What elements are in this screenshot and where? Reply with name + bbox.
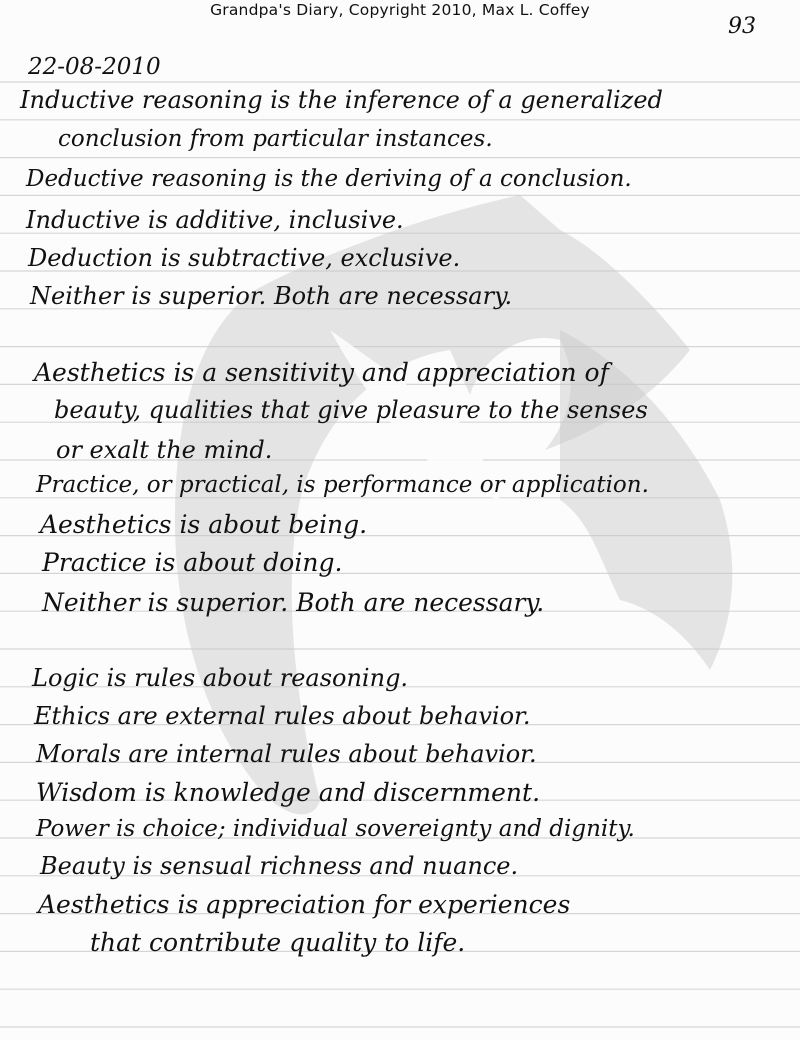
entry-date: 22-08-2010 — [28, 54, 161, 80]
handwritten-line: Logic is rules about reasoning. — [32, 664, 409, 692]
handwritten-line: Deductive reasoning is the deriving of a conclusion. — [26, 166, 632, 192]
handwritten-line: or exalt the mind. — [56, 436, 273, 464]
handwritten-line: Beauty is sensual richness and nuance. — [40, 852, 519, 880]
handwritten-line: that contribute quality to life. — [90, 928, 466, 957]
handwritten-line: beauty, qualities that give pleasure to the senses — [54, 396, 648, 424]
handwritten-line: Practice is about doing. — [42, 548, 343, 577]
page-number: 93 — [728, 14, 756, 39]
handwritten-line: Power is choice; individual sovereignty and dignity. — [36, 816, 635, 842]
handwritten-line: conclusion from particular instances. — [58, 126, 493, 152]
handwritten-line: Wisdom is knowledge and discernment. — [36, 778, 541, 807]
handwritten-line: Ethics are external rules about behavior. — [34, 702, 531, 730]
handwritten-line: Practice, or practical, is performance or application. — [36, 472, 649, 498]
handwritten-line: Deduction is subtractive, exclusive. — [28, 244, 461, 272]
diary-header: Grandpa's Diary, Copyright 2010, Max L. Coffey — [210, 1, 590, 19]
handwritten-line: Neither is superior. Both are necessary. — [30, 282, 513, 310]
handwritten-line: Aesthetics is about being. — [40, 510, 368, 539]
handwritten-line: Inductive reasoning is the inference of a generalized — [20, 86, 663, 114]
handwritten-line: Aesthetics is a sensitivity and appreciation of — [34, 358, 609, 387]
handwritten-line: Morals are internal rules about behavior. — [36, 740, 537, 768]
handwritten-line: Neither is superior. Both are necessary. — [42, 588, 545, 617]
handwritten-line: Inductive is additive, inclusive. — [26, 206, 404, 234]
handwritten-line: Aesthetics is appreciation for experiences — [38, 890, 571, 919]
